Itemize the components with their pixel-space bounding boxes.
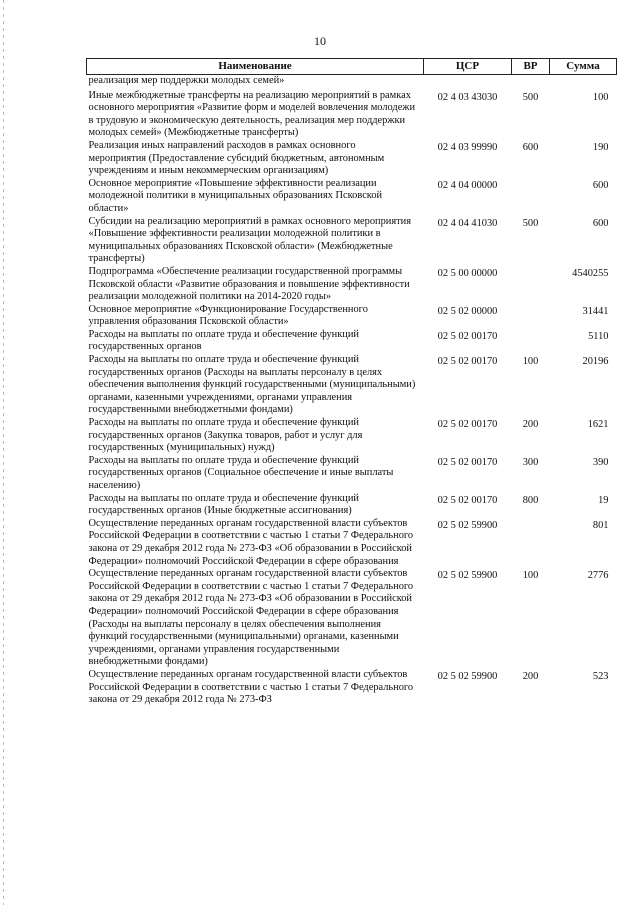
page-number: 10 xyxy=(314,34,326,48)
row-vr xyxy=(512,75,550,90)
table-row xyxy=(87,518,617,568)
row-sum: 190 xyxy=(592,141,609,153)
row-vr xyxy=(512,304,550,329)
table-row xyxy=(87,75,617,90)
row-csr: 02 5 02 00000 xyxy=(437,305,498,317)
row-sum xyxy=(550,75,617,90)
row-csr: 02 5 02 00170 xyxy=(437,456,498,468)
header-csr: ЦСР xyxy=(424,59,512,75)
row-sum: 31441 xyxy=(582,305,609,317)
budget-table xyxy=(86,58,617,707)
row-name: Расходы на выплаты по оплате труда и обеспечение функций государственных органов (Расходы на выплаты персоналу в целях обеспечения выполнения функций государственными (муниципальными) органами, казенными учреждениями, органами управления государственными внебюджетными фондами) xyxy=(88,354,416,416)
row-vr: 100 xyxy=(522,570,539,582)
row-name: Иные межбюджетные трансферты на реализацию мероприятий в рамках основного мероприятия «Развитие форм и моделей вовлечения молодежи в трудовую и экономическую деятельность, реализация мер поддержки молодых семей» (Межбюджетные трансферты) xyxy=(88,89,416,139)
header-vr: ВР xyxy=(512,59,550,75)
row-vr: 300 xyxy=(522,456,539,468)
table-row xyxy=(87,417,617,455)
row-sum: 600 xyxy=(592,179,609,191)
row-name: Осуществление переданных органам государственной власти субъектов Российской Федерации в соответствии с частью 1 статьи 7 Федерального закона от 29 декабря 2012 года № 273-ФЗ «Об образовании в Российской Федерации» полномочий Российской Федерации в сфере образования (Расходы на выплаты персоналу в целях обеспечения выполнения функций государственными (муниципальными) органами, казенными учреждениями, органами управления государственными внебюджетными фондами) xyxy=(88,568,414,668)
row-csr: 02 4 03 43030 xyxy=(437,91,498,103)
row-vr: 100 xyxy=(522,356,539,368)
row-vr xyxy=(512,518,550,568)
row-sum: 600 xyxy=(592,217,609,229)
table-row xyxy=(87,669,617,707)
row-csr xyxy=(424,75,512,90)
row-sum: 2776 xyxy=(587,570,609,582)
row-sum: 19 xyxy=(598,494,609,506)
row-name: Осуществление переданных органам государственной власти субъектов Российской Федерации в соответствии с частью 1 статьи 7 Федерального закона от 29 декабря 2012 года № 273-ФЗ xyxy=(88,668,414,706)
table-header-row xyxy=(87,59,617,75)
row-sum: 801 xyxy=(592,519,609,531)
row-csr: 02 4 03 99990 xyxy=(437,141,498,153)
row-sum: 100 xyxy=(592,91,609,103)
row-vr xyxy=(512,329,550,354)
row-csr: 02 5 02 59900 xyxy=(437,670,498,682)
table-row xyxy=(87,455,617,493)
row-name: Основное мероприятие «Повышение эффективности реализации молодежной политики в муниципальных образованиях Псковской области» xyxy=(88,177,383,214)
row-sum: 1621 xyxy=(587,419,609,431)
row-sum: 20196 xyxy=(582,356,609,368)
row-name: Реализация иных направлений расходов в рамках основного мероприятия (Предоставление субсидий бюджетным, автономным учреждениям и иным некоммерческим организациям) xyxy=(88,139,385,177)
row-vr: 500 xyxy=(522,91,539,103)
table-row xyxy=(87,493,617,518)
row-vr xyxy=(512,266,550,304)
row-name: Расходы на выплаты по оплате труда и обеспечение функций государственных органов (Иные бюджетные ассигнования) xyxy=(88,492,359,517)
table-row xyxy=(87,568,617,669)
table-row xyxy=(87,178,617,216)
row-sum: 390 xyxy=(592,456,609,468)
table-row xyxy=(87,216,617,266)
row-name: Расходы на выплаты по оплате труда и обеспечение функций государственных органов (Социальное обеспечение и иные выплаты населению) xyxy=(88,454,394,491)
row-vr: 600 xyxy=(522,141,539,153)
row-name: Расходы на выплаты по оплате труда и обеспечение функций государственных органов (Закупка товаров, работ и услуг для государственных (муниципальных) нужд) xyxy=(88,417,363,454)
row-vr: 200 xyxy=(522,670,539,682)
header-name: Наименование xyxy=(87,59,424,75)
row-csr: 02 5 02 59900 xyxy=(437,570,498,582)
row-vr: 800 xyxy=(522,494,539,506)
row-name: Подпрограмма «Обеспечение реализации государственной программы Псковской области «Развитие образования и повышение эффективности реализации молодежной политики на 2014-2020 годы» xyxy=(88,265,410,303)
row-vr: 500 xyxy=(522,217,539,229)
table-row xyxy=(87,140,617,178)
row-sum: 5110 xyxy=(588,330,609,342)
row-sum: 4540255 xyxy=(572,267,609,279)
row-csr: 02 5 00 00000 xyxy=(437,267,498,279)
row-csr: 02 5 02 00170 xyxy=(437,494,498,506)
row-vr xyxy=(512,178,550,216)
table-row xyxy=(87,266,617,304)
scan-margin-line xyxy=(3,0,4,905)
table-row xyxy=(87,329,617,354)
row-name: Расходы на выплаты по оплате труда и обеспечение функций государственных органов xyxy=(88,328,359,353)
table-row xyxy=(87,304,617,329)
row-csr: 02 5 02 00170 xyxy=(437,356,498,368)
row-name: реализация мер поддержки молодых семей» xyxy=(88,75,285,86)
row-name: Основное мероприятие «Функционирование Государственного управления образования Псковской области» xyxy=(88,303,368,328)
row-csr: 02 5 02 00170 xyxy=(437,330,498,342)
row-sum: 523 xyxy=(592,670,609,682)
row-csr: 02 5 02 00170 xyxy=(437,419,498,431)
table-row xyxy=(87,90,617,140)
row-csr: 02 5 02 59900 xyxy=(437,519,498,531)
table-row xyxy=(87,354,617,417)
row-name: Осуществление переданных органам государственной власти субъектов Российской Федерации в соответствии с частью 1 статьи 7 Федерального закона от 29 декабря 2012 года № 273-ФЗ «Об образовании в Российской Федерации» полномочий Российской Федерации в сфере образования xyxy=(88,517,414,567)
row-vr: 200 xyxy=(522,419,539,431)
row-csr: 02 4 04 41030 xyxy=(437,217,498,229)
header-sum: Сумма xyxy=(550,59,617,75)
row-name: Субсидии на реализацию мероприятий в рамках основного мероприятия «Повышение эффективности реализации молодежной политики в муниципальных образованиях Псковской области» (Межбюджетные трансферты) xyxy=(88,215,411,265)
row-csr: 02 4 04 00000 xyxy=(437,179,498,191)
